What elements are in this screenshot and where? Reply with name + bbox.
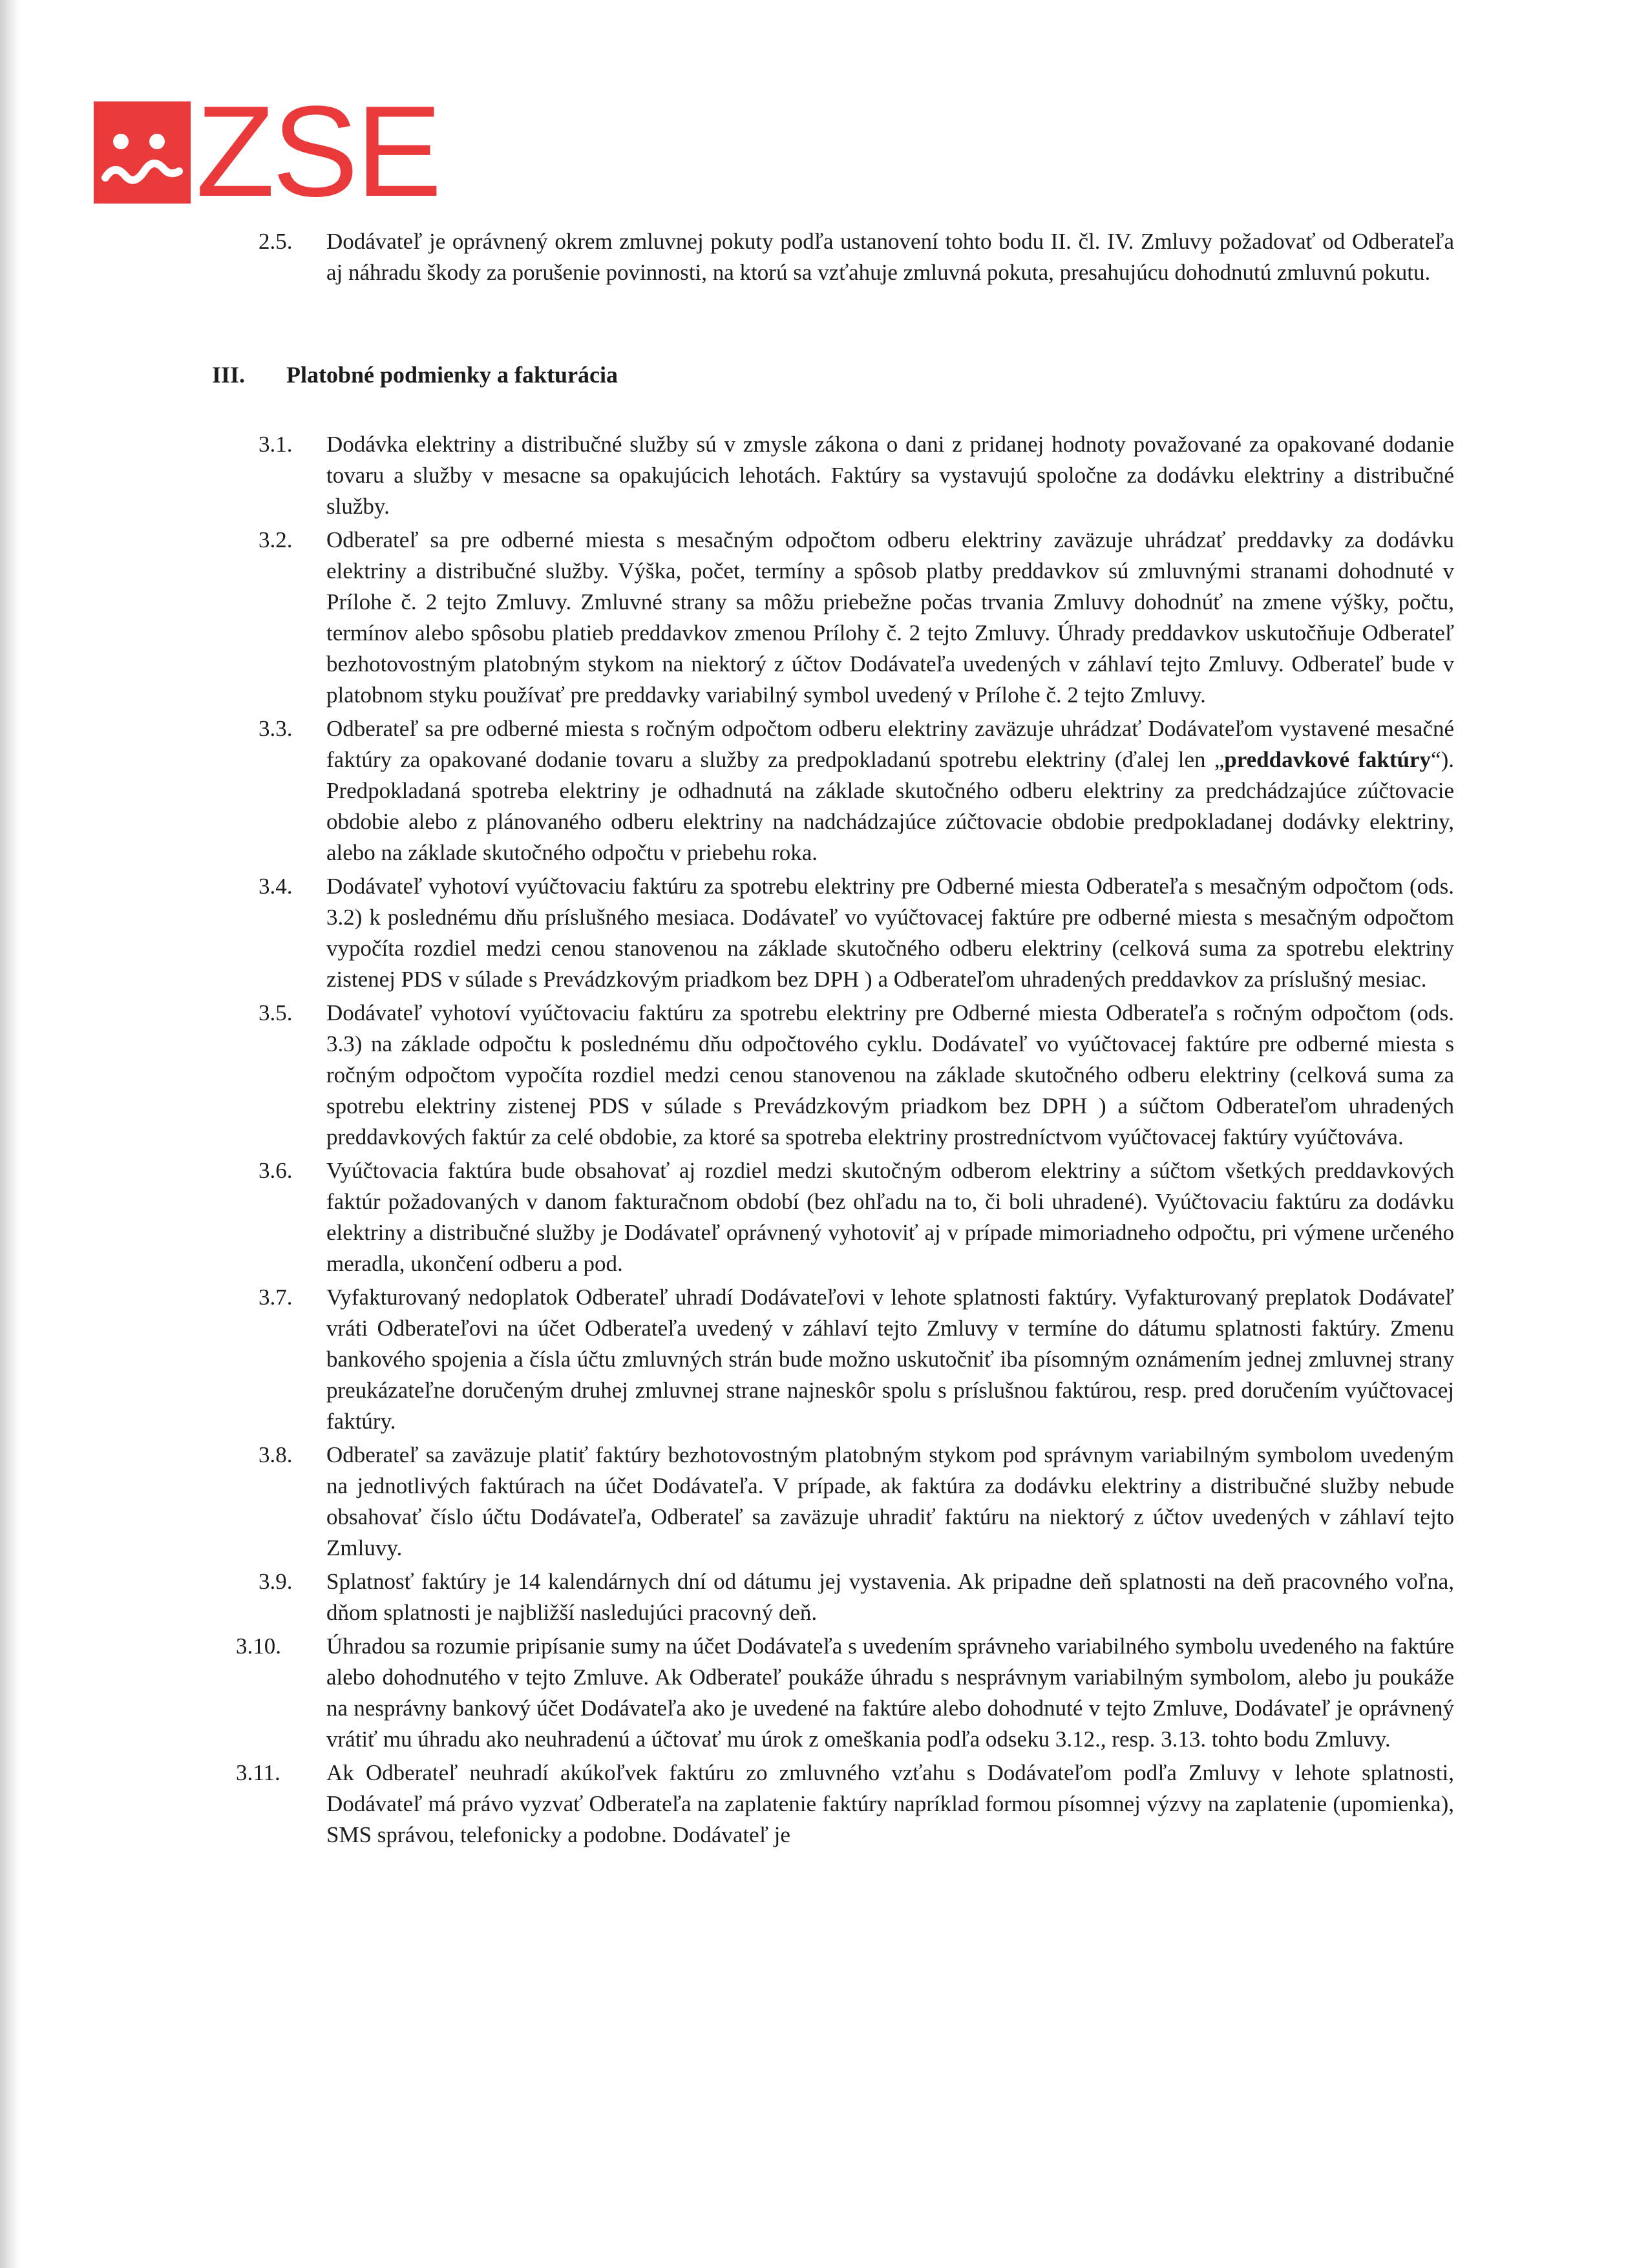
- paragraph-3-9: [194, 1566, 1454, 1628]
- paragraph-3-10: [194, 1631, 1454, 1755]
- paragraph-number: 3.1.: [259, 432, 293, 457]
- paragraph-3-8: [194, 1440, 1454, 1564]
- paragraph-text: Odberateľ sa pre odberné miesta s mesačným odpočtom odberu elektriny zaväzuje uhrádzať preddavky za dodávku elektriny a distribučné služby. Výška, počet, termíny a spôsob platby preddavkov sú zmluvnými stranami dohodnuté v Prílohe č. 2 tejto Zmluvy. Zmluvné strany sa môžu priebežne počas trvania Zmluvy dohodnúť na zmene výšky, počtu, termínov alebo spôsobu platieb preddavkov zmenou Prílohy č. 2 tejto Zmluvy. Úhrady preddavkov uskutočňuje Odberateľ bezhotovostným platobným stykom na niektorý z účtov Dodávateľa uvedených v záhlaví tejto Zmluvy. Odberateľ bude v platobnom styku používať pre preddavky variabilný symbol uvedený v Prílohe č. 2 tejto Zmluvy.: [326, 527, 1454, 708]
- paragraph-number: 3.4.: [259, 874, 293, 899]
- paragraph-3-7: [194, 1282, 1454, 1437]
- paragraph-text-part: Odberateľ sa pre odberné miesta s ročným odpočtom odberu elektriny zaväzuje uhrádzať Dodávateľom vystavené mesačné faktúry za opakované dodanie tovaru a služby za predpokladanú spotrebu elektriny (ďalej len „: [326, 716, 1454, 772]
- paragraph-text: Ak Odberateľ neuhradí akúkoľvek faktúru zo zmluvného vzťahu s Dodávateľom podľa Zmluvy v lehote splatnosti, Dodávateľ má právo vyzvať Odberateľa na zaplatenie faktúry napríklad formou písomnej výzvy na zaplatenie (upomienka), SMS správou, telefonicky a podobne. Dodávateľ je: [326, 1760, 1454, 1847]
- paragraph-text: Úhradou sa rozumie pripísanie sumy na účet Dodávateľa s uvedením správneho variabilného symbolu uvedeného na faktúre alebo dohodnutého v tejto Zmluve. Ak Odberateľ poukáže úhradu s nesprávnym variabilným symbolom, alebo ju poukáže na nesprávny bankový účet Dodávateľa ako je uvedené na faktúre alebo dohodnuté v tejto Zmluve, Dodávateľ je oprávnený vrátiť mu úhradu ako neuhradenú a účtovať mu úrok z omeškania podľa odseku 3.12., resp. 3.13. tohto bodu Zmluvy.: [326, 1633, 1454, 1752]
- zse-logo-mark-icon: [94, 101, 191, 204]
- section-title: Platobné podmienky a fakturácia: [286, 362, 618, 388]
- paragraph-3-5: [194, 998, 1454, 1153]
- paragraph-text-part: “). Predpokladaná spotreba elektriny je odhadnutá na základe skutočného odberu elektriny za predchádzajúce zúčtovacie obdobie alebo z plánovaného odberu elektriny na nadchádzajúce zúčtovacie obdobie predpokladanej dodávky elektriny, alebo na základe skutočného odpočtu v priebehu roka.: [326, 747, 1454, 865]
- paragraph-number: 3.10.: [236, 1633, 281, 1659]
- paragraph-3-1: [194, 429, 1454, 522]
- document-body: [194, 226, 1454, 1853]
- paragraph-number: 3.5.: [259, 1000, 293, 1025]
- paragraph-text: Splatnosť faktúry je 14 kalendárnych dní od dátumu jej vystavenia. Ak pripadne deň splatnosti na deň pracovného voľna, dňom splatnosti je najbližší nasledujúci pracovný deň.: [326, 1569, 1454, 1625]
- paragraph-number: 3.6.: [259, 1158, 293, 1183]
- paragraph-number: 3.8.: [259, 1442, 293, 1467]
- paragraph-3-11: [194, 1758, 1454, 1851]
- scan-edge-shadow: [0, 0, 19, 2268]
- paragraph-text: Dodávateľ vyhotoví vyúčtovaciu faktúru za spotrebu elektriny pre Odberné miesta Odberateľa s mesačným odpočtom (ods. 3.2) k poslednému dňu príslušného mesiaca. Dodávateľ vo vyúčtovacej faktúre pre odberné miesta s mesačným odpočtom vypočíta rozdiel medzi cenou stanovenou na základe skutočného odberu elektriny (celková suma za spotrebu elektriny zistenej PDS v súlade s Prevádzkovým priadkom bez DPH ) a Odberateľom uhradených preddavkov za príslušný mesiac.: [326, 874, 1454, 992]
- section-heading: [194, 359, 1454, 390]
- paragraph-text: [326, 713, 1454, 868]
- paragraph-number: 3.9.: [259, 1569, 293, 1594]
- paragraph-number: 3.11.: [236, 1760, 280, 1785]
- paragraph-3-3: [194, 713, 1454, 868]
- paragraph-text: Dodávateľ vyhotoví vyúčtovaciu faktúru za spotrebu elektriny pre Odberné miesta Odberateľa s ročným odpočtom (ods. 3.3) na základe odpočtu k poslednému dňu odpočtového cyklu. Dodávateľ vo vyúčtovacej faktúre pre odberné miesta s ročným odpočtom vypočíta rozdiel medzi cenou stanovenou na základe skutočného odberu elektriny (celková suma za spotrebu elektriny zistenej PDS v súlade s Prevádzkovým priadkom bez DPH ) a súčtom Odberateľom uhradených preddavkových faktúr za celé obdobie, za ktoré sa spotreba elektriny prostredníctvom vyúčtovacej faktúry vyúčtováva.: [326, 1000, 1454, 1150]
- paragraph-number: 3.7.: [259, 1285, 293, 1310]
- paragraph-3-4: [194, 871, 1454, 995]
- paragraph-3-6: [194, 1155, 1454, 1279]
- defined-term: preddavkové faktúry: [1224, 747, 1431, 772]
- paragraph-text: Odberateľ sa zaväzuje platiť faktúry bezhotovostným platobným stykom pod správnym variabilným symbolom uvedeným na jednotlivých faktúrach na účet Dodávateľa. V prípade, ak faktúra za dodávku elektriny a distribučné služby nebude obsahovať číslo účtu Dodávateľa, Odberateľ sa zaväzuje uhradiť faktúru na niektorý z účtov uvedených v záhlaví tejto Zmluvy.: [326, 1442, 1454, 1560]
- paragraph-number: 3.3.: [259, 716, 293, 741]
- paragraph-2-5: [194, 226, 1454, 288]
- paragraph-text: Vyúčtovacia faktúra bude obsahovať aj rozdiel medzi skutočným odberom elektriny a súčtom všetkých preddavkových faktúr požadovaných v danom fakturačnom období (bez ohľadu na to, či boli uhradené). Vyúčtovaciu faktúru za dodávku elektriny a distribučné služby je Dodávateľ oprávnený vyhotoviť aj v prípade mimoriadneho odpočtu, pri výmene určeného meradla, ukončení odberu a pod.: [326, 1158, 1454, 1276]
- paragraph-text: Dodávateľ je oprávnený okrem zmluvnej pokuty podľa ustanovení tohto bodu II. čl. IV. Zmluvy požadovať od Odberateľa aj náhradu škody za porušenie povinnosti, na ktorú sa vzťahuje zmluvná pokuta, presahujúcu dohodnutú zmluvnú pokutu.: [326, 229, 1454, 285]
- zse-logo: [94, 79, 439, 224]
- logo-text: ZSE: [196, 79, 439, 224]
- paragraph-number: 3.2.: [259, 527, 293, 552]
- paragraph-text: Dodávka elektriny a distribučné služby sú v zmysle zákona o dani z pridanej hodnoty považované za opakované dodanie tovaru a služby v mesacne sa opakujúcich lehotách. Faktúry sa vystavujú spoločne za dodávku elektriny a distribučné služby.: [326, 432, 1454, 519]
- paragraph-3-2: [194, 525, 1454, 711]
- paragraph-number: 2.5.: [259, 229, 293, 254]
- section-number: III.: [212, 362, 246, 388]
- paragraph-text: Vyfakturovaný nedoplatok Odberateľ uhradí Dodávateľovi v lehote splatnosti faktúry. Vyfakturovaný preplatok Dodávateľ vráti Odberateľovi na účet Odberateľa uvedený v záhlaví tejto Zmluvy v termíne do dátumu splatnosti faktúry. Zmenu bankového spojenia a čísla účtu zmluvných strán bude možno uskutočniť iba písomným oznámením jednej zmluvnej strany preukázateľne doručeným druhej zmluvnej strane najneskôr spolu s príslušnou faktúrou, resp. pred doručením vyúčtovacej faktúry.: [326, 1285, 1454, 1434]
